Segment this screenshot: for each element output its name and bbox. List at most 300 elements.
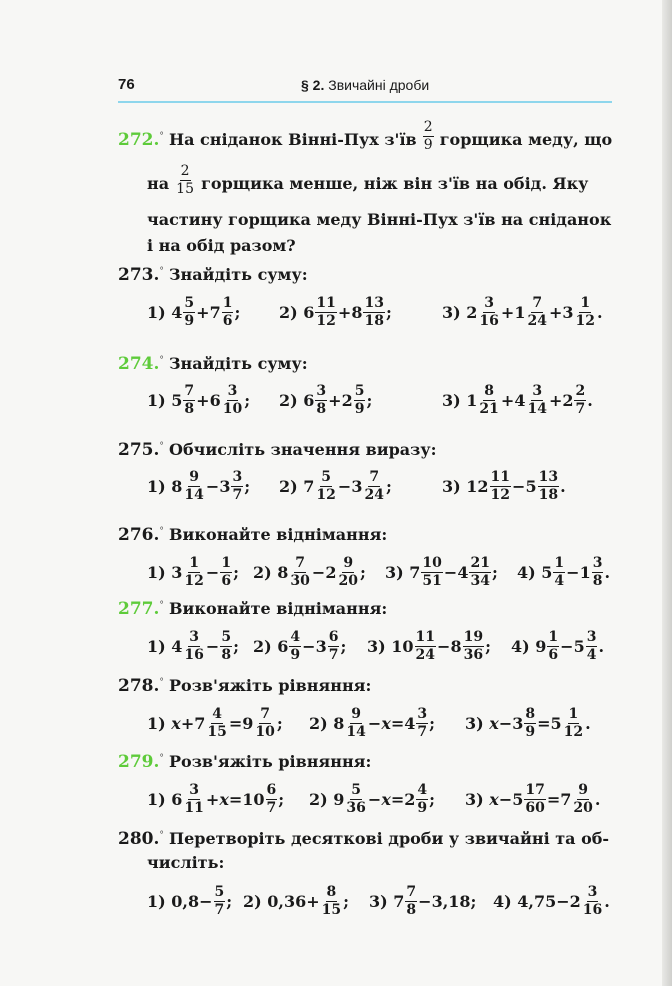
task-item xyxy=(147,783,284,816)
whole: 5 xyxy=(512,790,524,809)
numerator: 7 xyxy=(532,295,543,311)
denominator: 12 xyxy=(490,487,511,503)
denominator: 14 xyxy=(527,401,547,417)
exercise-274 xyxy=(118,354,308,374)
task-item xyxy=(442,384,593,417)
denominator: 24 xyxy=(415,647,436,663)
numerator: 9 xyxy=(351,706,362,722)
separator: ; xyxy=(340,637,347,656)
denominator: 36 xyxy=(463,647,484,663)
operator: = xyxy=(228,714,243,733)
whole: 4 xyxy=(404,714,416,733)
whole: 2 xyxy=(341,391,353,410)
numerator: 3 xyxy=(592,555,603,571)
numerator: 7 xyxy=(260,706,271,722)
operator: + xyxy=(180,714,195,733)
numerator: 5 xyxy=(351,782,362,798)
operator: = xyxy=(228,790,243,809)
operator: + xyxy=(328,391,342,410)
exercise-273 xyxy=(118,265,308,285)
numerator: 3 xyxy=(189,782,200,798)
page-number: 76 xyxy=(118,76,135,93)
exercise-280 xyxy=(118,829,609,849)
numerator: 9 xyxy=(343,555,354,571)
whole: 5 xyxy=(541,563,553,582)
item-label: 3) xyxy=(465,714,484,733)
whole: 8 xyxy=(277,563,289,582)
operator: − xyxy=(367,714,382,733)
page-header xyxy=(118,76,612,100)
exercise-text: горщика меду, що xyxy=(439,130,613,149)
separator: . xyxy=(585,714,591,733)
exercise-prompt: Виконайте віднімання: xyxy=(169,525,388,544)
separator: ; xyxy=(233,637,239,656)
denominator: 8 xyxy=(406,902,417,918)
fraction xyxy=(206,707,227,740)
operator: − xyxy=(560,637,574,656)
denominator: 7 xyxy=(417,724,428,740)
denominator: 4 xyxy=(554,573,565,589)
exercise-prompt: Знайдіть суму: xyxy=(169,265,308,284)
whole: 9 xyxy=(535,637,547,656)
degree-mark: ° xyxy=(159,830,164,841)
operator: − xyxy=(556,892,570,911)
item-label: 2) xyxy=(243,892,262,911)
denominator: 8 xyxy=(592,573,603,589)
fraction xyxy=(220,630,232,663)
exercise-276 xyxy=(118,525,387,545)
numerator: 3 xyxy=(189,629,200,645)
numerator: 13 xyxy=(538,469,559,485)
denominator: 15 xyxy=(176,181,194,197)
numerator: 5 xyxy=(354,383,365,399)
variable: x xyxy=(381,790,391,809)
exercise-number: 279. xyxy=(118,752,160,772)
task-item xyxy=(442,296,603,329)
fraction xyxy=(524,707,536,740)
denominator: 16 xyxy=(582,902,603,918)
whole: 9 xyxy=(242,714,254,733)
denominator: 12 xyxy=(184,573,204,589)
denominator: 8 xyxy=(316,401,327,417)
task-item xyxy=(147,384,250,417)
fraction xyxy=(183,630,204,663)
item-label: 3) xyxy=(442,477,461,496)
operator: − xyxy=(566,563,580,582)
denominator: 9 xyxy=(290,647,301,663)
exercise-277 xyxy=(118,599,387,619)
section-title-text: Звичайні дроби xyxy=(324,77,430,93)
fraction xyxy=(222,296,234,329)
task-item xyxy=(442,470,566,503)
denominator: 24 xyxy=(364,487,384,503)
task-item xyxy=(309,707,435,740)
numerator: 13 xyxy=(364,295,384,311)
denominator: 14 xyxy=(346,724,366,740)
operator: = xyxy=(546,790,561,809)
task-item xyxy=(147,556,239,589)
exercise-text: і на обід разом? xyxy=(147,236,296,255)
item-label: 3) xyxy=(367,637,386,656)
whole: 3 xyxy=(562,303,574,322)
separator: ; xyxy=(276,714,283,733)
whole: 2 xyxy=(569,892,581,911)
fraction xyxy=(363,470,384,503)
whole: 7 xyxy=(393,892,405,911)
denominator: 7 xyxy=(214,902,225,918)
numerator: 8 xyxy=(525,706,536,722)
fraction xyxy=(315,470,336,503)
whole: 8 xyxy=(351,303,363,322)
denominator: 12 xyxy=(575,313,595,329)
operator: − xyxy=(437,637,451,656)
exercise-275 xyxy=(118,440,437,460)
whole: 10 xyxy=(242,790,265,809)
exercise-text: частину горщика меду Вінні-Пух з'їв на сніданок xyxy=(147,210,612,229)
denominator: 18 xyxy=(364,313,384,329)
fraction xyxy=(266,783,278,816)
fraction xyxy=(363,296,384,329)
numerator: 1 xyxy=(222,295,233,311)
fraction xyxy=(415,630,436,663)
item-label: 3) xyxy=(442,303,461,322)
task-item xyxy=(147,630,239,663)
whole: 3 xyxy=(512,714,524,733)
page-edge xyxy=(662,0,672,986)
numerator: 7 xyxy=(295,555,306,571)
exercise-text: На сніданок Вінні-Пух з'їв xyxy=(169,130,417,149)
degree-mark: ° xyxy=(159,355,164,366)
item-label: 2) xyxy=(279,477,298,496)
denominator: 9 xyxy=(184,313,195,329)
exercise-number: 275. xyxy=(118,440,160,460)
whole: 3 xyxy=(351,477,363,496)
denominator: 10 xyxy=(222,401,243,417)
numerator: 5 xyxy=(221,629,232,645)
whole: 2 xyxy=(562,391,574,410)
exercise-number: 273. xyxy=(118,265,160,285)
variable: x xyxy=(171,714,181,733)
item-label: 1) xyxy=(147,563,166,582)
denominator: 12 xyxy=(563,724,584,740)
numerator: 5 xyxy=(214,884,225,900)
denominator: 20 xyxy=(573,800,593,816)
decimal: 0,36 xyxy=(267,892,307,911)
whole: 6 xyxy=(303,303,315,322)
numerator: 7 xyxy=(406,884,417,900)
operator: − xyxy=(205,563,220,582)
item-label: 1) xyxy=(147,477,166,496)
operator: − xyxy=(311,563,326,582)
denominator: 36 xyxy=(346,800,366,816)
task-item xyxy=(279,470,392,503)
task-item xyxy=(253,630,346,663)
fraction xyxy=(478,296,499,329)
item-label: 2) xyxy=(279,391,298,410)
denominator: 16 xyxy=(184,647,204,663)
fraction xyxy=(405,885,417,918)
operator: − xyxy=(199,892,213,911)
numerator: 3 xyxy=(586,629,597,645)
denominator: 60 xyxy=(525,800,545,816)
fraction xyxy=(222,384,243,417)
exercise-number: 280. xyxy=(118,829,160,849)
fraction xyxy=(524,783,545,816)
task-item xyxy=(465,707,591,740)
task-item xyxy=(493,885,610,918)
fraction xyxy=(328,630,340,663)
numerator: 1 xyxy=(221,555,232,571)
exercise-prompt: Перетворіть десяткові дроби у звичайні та об- xyxy=(169,829,610,848)
fraction xyxy=(214,885,226,918)
separator: ; xyxy=(278,790,285,809)
whole: 6 xyxy=(277,637,289,656)
exercise-number: 277. xyxy=(118,599,160,619)
numerator: 3 xyxy=(587,884,598,900)
fraction xyxy=(321,885,342,918)
numerator: 7 xyxy=(184,383,195,399)
section-title xyxy=(301,77,429,93)
exercise-number: 276. xyxy=(118,525,160,545)
denominator: 6 xyxy=(548,647,559,663)
whole: 3 xyxy=(171,563,183,582)
numerator: 7 xyxy=(369,469,380,485)
operator: − xyxy=(498,714,513,733)
whole: 2 xyxy=(325,563,337,582)
operator: + xyxy=(306,892,320,911)
fraction xyxy=(315,296,336,329)
task-item xyxy=(147,470,250,503)
item-label: 1) xyxy=(147,637,166,656)
fraction xyxy=(463,630,484,663)
numerator: 9 xyxy=(578,782,589,798)
numerator: 1 xyxy=(568,706,579,722)
item-label: 1) xyxy=(147,714,166,733)
operator: − xyxy=(498,790,513,809)
variable: x xyxy=(219,790,229,809)
numerator: 6 xyxy=(328,629,339,645)
separator: ; xyxy=(429,714,436,733)
denominator: 24 xyxy=(527,313,547,329)
whole: 8 xyxy=(333,714,345,733)
denominator: 16 xyxy=(479,313,499,329)
separator: ; xyxy=(244,391,251,410)
task-item xyxy=(511,630,604,663)
denominator: 7 xyxy=(232,487,243,503)
denominator: 4 xyxy=(586,647,597,663)
separator: . xyxy=(560,477,566,496)
separator: ; xyxy=(385,303,392,322)
degree-mark: ° xyxy=(159,753,164,764)
degree-mark: ° xyxy=(159,441,164,452)
operator: + xyxy=(500,391,515,410)
whole: 4 xyxy=(514,391,526,410)
denominator: 8 xyxy=(221,647,232,663)
numerator: 1 xyxy=(189,555,200,571)
task-item xyxy=(465,783,600,816)
fraction xyxy=(231,470,243,503)
separator: ; xyxy=(470,892,477,911)
whole: 2 xyxy=(466,303,478,322)
exercise-prompt: Знайдіть суму: xyxy=(169,354,308,373)
variable: x xyxy=(381,714,391,733)
separator: . xyxy=(596,303,603,322)
numerator: 8 xyxy=(326,884,337,900)
numerator: 21 xyxy=(470,555,490,571)
operator: + xyxy=(337,303,352,322)
item-label: 4) xyxy=(493,892,512,911)
whole: 4 xyxy=(457,563,469,582)
fraction xyxy=(416,707,428,740)
numerator: 10 xyxy=(422,555,442,571)
operator: = xyxy=(390,790,405,809)
fraction xyxy=(478,384,499,417)
numerator: 9 xyxy=(189,469,200,485)
fraction xyxy=(183,470,204,503)
numerator: 1 xyxy=(554,555,565,571)
whole: 3 xyxy=(315,637,327,656)
item-label: 1) xyxy=(147,790,166,809)
item-label: 2) xyxy=(253,563,272,582)
fraction xyxy=(183,556,204,589)
item-label: 3) xyxy=(385,563,404,582)
task-item xyxy=(279,384,372,417)
separator: . xyxy=(604,563,611,582)
fraction xyxy=(547,630,559,663)
whole: 7 xyxy=(303,477,315,496)
whole: 6 xyxy=(171,790,183,809)
denominator: 11 xyxy=(184,800,204,816)
operator: − xyxy=(205,637,220,656)
exercise-text: горщика менше, ніж він з'їв на обід. Яку xyxy=(201,174,589,193)
operator: − xyxy=(418,892,432,911)
numerator: 17 xyxy=(525,782,545,798)
separator: . xyxy=(594,790,601,809)
degree-mark: ° xyxy=(159,526,164,537)
numerator: 1 xyxy=(580,295,591,311)
operator: + xyxy=(205,790,220,809)
numerator: 8 xyxy=(484,383,495,399)
separator: ; xyxy=(491,563,498,582)
whole: 12 xyxy=(466,477,489,496)
whole: 1 xyxy=(579,563,591,582)
exercise-prompt: числіть: xyxy=(147,853,225,872)
denominator: 21 xyxy=(479,401,499,417)
fraction xyxy=(315,384,327,417)
fraction xyxy=(354,384,366,417)
whole: 7 xyxy=(409,563,421,582)
whole: 1 xyxy=(514,303,526,322)
fraction xyxy=(183,783,204,816)
denominator: 9 xyxy=(417,800,428,816)
numerator: 3 xyxy=(227,383,238,399)
whole: 8 xyxy=(450,637,462,656)
numerator: 11 xyxy=(415,629,436,645)
numerator: 19 xyxy=(463,629,484,645)
degree-mark: ° xyxy=(159,266,164,277)
operator: − xyxy=(512,477,526,496)
header-rule xyxy=(118,101,612,103)
task-item xyxy=(385,556,498,589)
operator: + xyxy=(548,391,563,410)
whole: 5 xyxy=(525,477,537,496)
whole: 5 xyxy=(550,714,562,733)
exercise-prompt: Розв'яжіть рівняння: xyxy=(169,676,372,695)
fraction xyxy=(586,630,598,663)
numerator: 4 xyxy=(417,782,428,798)
fraction xyxy=(337,556,358,589)
denominator: 7 xyxy=(266,800,277,816)
denominator: 30 xyxy=(290,573,310,589)
whole: 5 xyxy=(573,637,585,656)
task-item xyxy=(279,296,392,329)
numerator: 3 xyxy=(316,383,327,399)
whole: 7 xyxy=(209,303,221,322)
item-label: 2) xyxy=(309,714,328,733)
decimal: 4,75 xyxy=(517,892,557,911)
numerator: 3 xyxy=(417,706,428,722)
operator: − xyxy=(205,477,220,496)
exercise-text: на xyxy=(147,174,170,193)
separator: ; xyxy=(485,637,491,656)
item-label: 4) xyxy=(511,637,530,656)
fraction xyxy=(183,296,195,329)
fraction xyxy=(526,296,547,329)
task-item xyxy=(309,783,435,816)
separator: . xyxy=(598,637,605,656)
item-label: 2) xyxy=(279,303,298,322)
fraction xyxy=(526,384,547,417)
exercise-number: 274. xyxy=(118,354,160,374)
task-item xyxy=(147,885,232,918)
denominator: 12 xyxy=(316,487,336,503)
exercise-prompt: Розв'яжіть рівняння: xyxy=(169,752,372,771)
item-label: 3) xyxy=(442,391,461,410)
whole: 5 xyxy=(171,391,183,410)
operator: + xyxy=(196,391,210,410)
operator: + xyxy=(196,303,210,322)
whole: 2 xyxy=(404,790,416,809)
item-label: 3) xyxy=(465,790,484,809)
separator: ; xyxy=(366,391,373,410)
whole: 7 xyxy=(560,790,572,809)
numerator: 4 xyxy=(212,706,222,722)
numerator: 4 xyxy=(290,629,301,645)
operator: − xyxy=(443,563,458,582)
section-mark: § 2. xyxy=(301,77,325,93)
fraction xyxy=(572,783,593,816)
denominator: 6 xyxy=(222,313,233,329)
numerator: 2 xyxy=(180,163,190,179)
separator: ; xyxy=(343,892,350,911)
operator: = xyxy=(390,714,405,733)
separator: ; xyxy=(385,477,392,496)
denominator: 51 xyxy=(422,573,442,589)
separator: . xyxy=(604,892,610,911)
fraction xyxy=(574,296,595,329)
operator: + xyxy=(500,303,515,322)
decimal: 0,8 xyxy=(171,892,200,911)
numerator: 2 xyxy=(575,383,586,399)
fraction xyxy=(421,556,442,589)
whole: 6 xyxy=(209,391,221,410)
fraction xyxy=(538,470,559,503)
denominator: 9 xyxy=(423,137,433,153)
fraction xyxy=(582,885,603,918)
fraction xyxy=(289,630,301,663)
exercise-272 xyxy=(118,119,613,157)
whole: 6 xyxy=(303,391,315,410)
